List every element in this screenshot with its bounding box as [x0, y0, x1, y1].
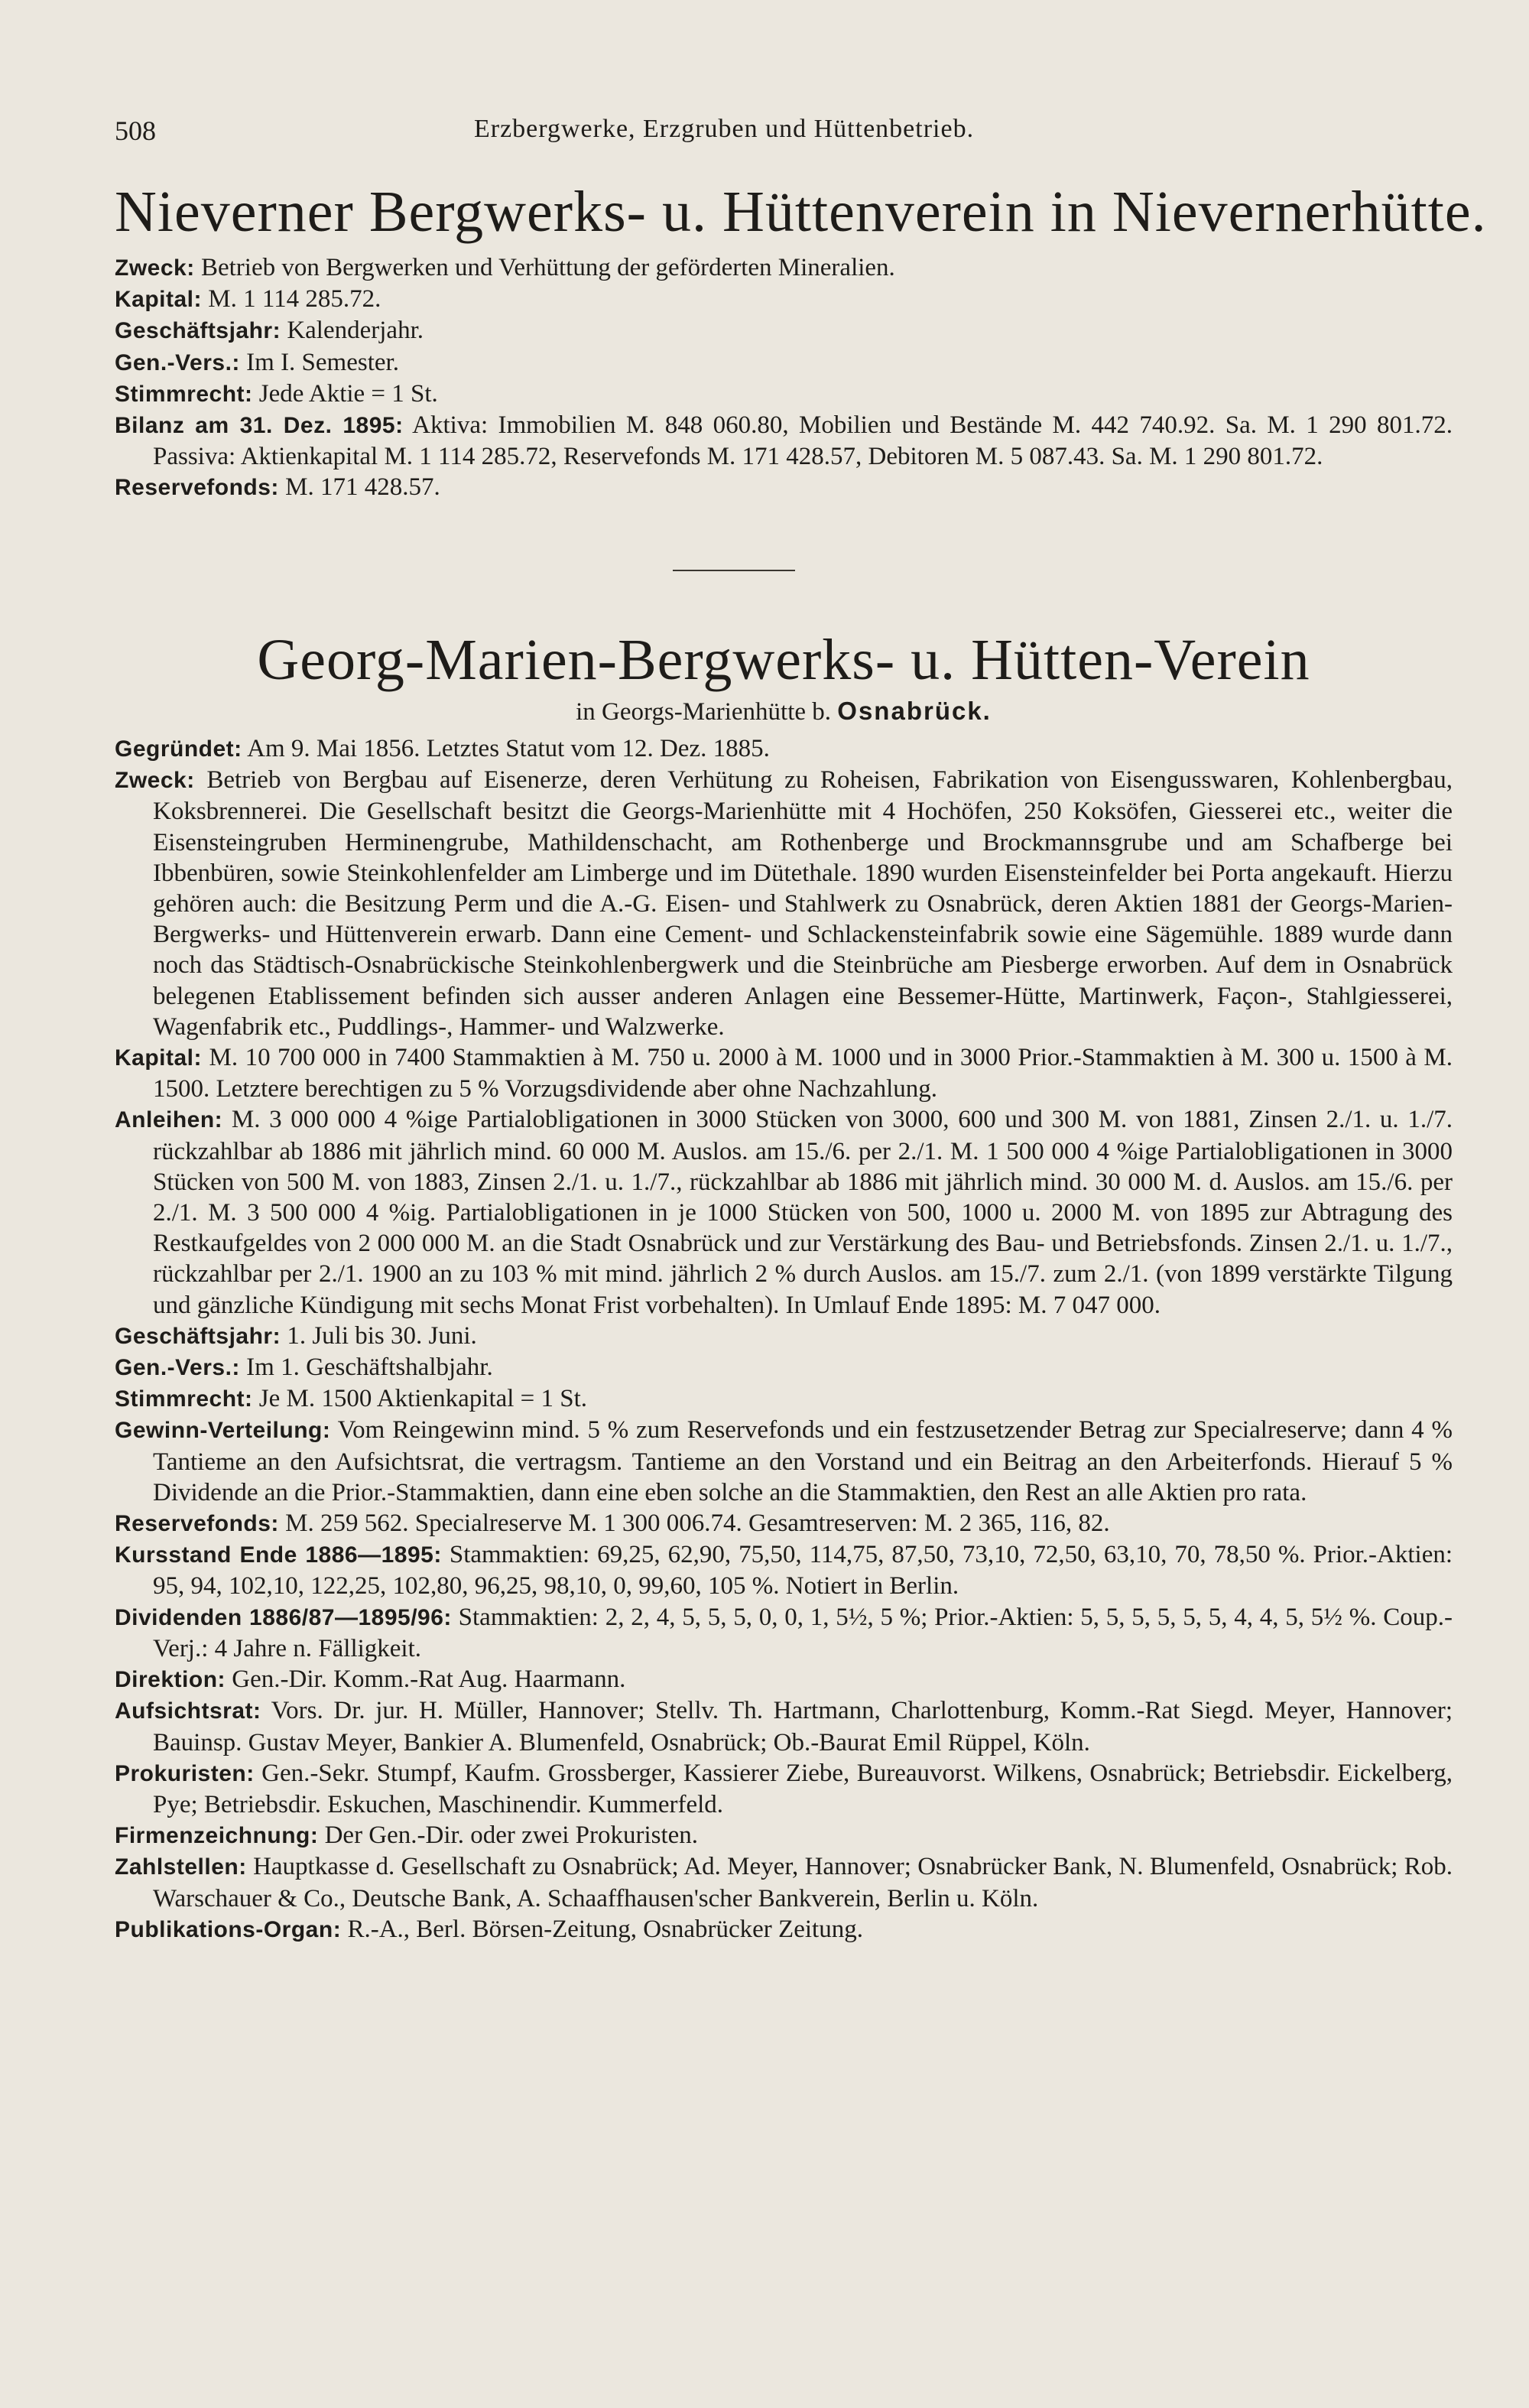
entry-label: Zweck: — [115, 768, 195, 794]
entry-label: Zahlstellen: — [115, 1854, 247, 1880]
entry-kursstand — [115, 1539, 1453, 1601]
company-subtitle — [115, 694, 1453, 729]
entry-label: Prokuristen: — [115, 1760, 255, 1786]
entry-geschaeftsjahr — [115, 1321, 1453, 1352]
entry-text: Je M. 1500 Aktienkapital = 1 St. — [258, 1385, 588, 1413]
entry-list — [115, 733, 1453, 1945]
entry-text: Im I. Semester. — [246, 348, 399, 376]
entry-direktion — [115, 1664, 1453, 1695]
entry-label: Gen.-Vers.: — [115, 1355, 240, 1381]
entry-text: R.-A., Berl. Börsen-Zeitung, Osnabrücker Zeitung. — [347, 1915, 863, 1943]
entry-kapital — [115, 1042, 1453, 1104]
entry-text: 1. Juli bis 30. Juni. — [287, 1321, 477, 1350]
entry-text: M. 171 428.57. — [285, 473, 440, 502]
entry-label: Aufsichtsrat: — [115, 1698, 261, 1724]
entry-text: Betrieb von Bergbau auf Eisenerze, deren Verhütung zu Roheisen, Fabrikation von Eisengusswaren, Kohlenbergbau, Koksbrennerei. Die Gesellschaft besitzt die Georgs-Marienhütte mit 4 Hochöfen, 250 Koksöfen, Giesserei etc., weiter die Eisensteingruben Herminengrube, Mathildenschacht, am Rothenberge und Brockmannsgrube und am Schafberge bei Ibbenbüren, sowie Steinkohlenfelder am Limberge und im Dütethale. 1890 wurden Eisensteinfelder bei Porta angekauft. Hierzu gehören auch: die Besitzung Perm und die A.-G. Eisen- und Stahlwerk zu Osnabrück, deren Aktien 1881 der Georgs-Marien-Bergwerks- und Hüttenverein erwarb. Dann eine Cement- und Schlackensteinfabrik sowie eine Sägemühle. 1889 wurde dann noch das Städtisch-Osnabrückische Steinkohlenbergwerk und die Steinbrüche am Piesberge erworben. Auf dem in Osnabrück belegenen Etablissement befinden sich ausser anderen Anlagen eine Bessemer-Hütte, Martinwerk, Façon-, Stahlgiesserei, Wagenfabrik etc., Puddlings-, Hammer- und Walzwerke. — [153, 766, 1453, 1041]
entry-firmenzeichnung — [115, 1820, 1453, 1851]
entry-zweck — [115, 765, 1453, 1042]
entry-text: Vors. Dr. jur. H. Müller, Hannover; Stellv. Th. Hartmann, Charlottenburg, Komm.-Rat Siegd. Meyer, Hannover; Bauinsp. Gustav Meyer, Bankier A. Blumenfeld, Osnabrück; Ob.-Baurat Emil Rüppel, Köln. — [153, 1697, 1453, 1756]
entry-geschaeftsjahr — [115, 315, 1453, 346]
entry-label: Dividenden 1886/87—1895/96: — [115, 1604, 452, 1630]
entry-zahlstellen — [115, 1851, 1453, 1913]
entry-text: Kalenderjahr. — [287, 317, 424, 345]
entry-text: Betrieb von Bergwerken und Verhüttung der geförderten Mineralien. — [200, 254, 895, 281]
page-number: 508 — [115, 115, 156, 146]
entry-text: M. 3 000 000 4 %ige Partialobligationen in 3000 Stücken von 3000, 600 und 300 M. von 1881, Zinsen 2./1. u. 1./7. rückzahlbar ab 1886 mit jährlich mind. 60 000 M. Auslos. am 15./6. per 2./1. M. 1 500 000 4 %ige Partialobligationen in 3000 Stücken von 500 M. von 1883, Zinsen 2./1. u. 1./7., rückzahlbar ab 1886 mit jährlich mind. 30 000 M. d. Auslos. am 15./6. per 2./1. M. 3 500 000 4 %ig. Partialobligationen in je 1000 Stücken von 500, 1000 u. 2000 M. von 1895 zur Abtragung des Restkaufgeldes von 2 000 000 M. an die Stadt Osnabrück und zur Verstärkung des Bau- und Betriebsfonds. Zinsen 2./1. u. 1./7., rückzahlbar per 2./1. 1900 an zu 103 % mit mind. jährlich 2 % durch Auslos. am 15./7. zum 2./1. (von 1899 verstärkte Tilgung und gänzliche Kündigung mit sechs Monat Frist vorbehalten). In Umlauf Ende 1895: M. 7 047 000. — [153, 1106, 1453, 1319]
running-head — [115, 115, 1231, 153]
entry-list — [115, 252, 1453, 504]
entry-anleihen — [115, 1104, 1453, 1320]
entry-zweck — [115, 252, 1453, 284]
company-section-georg-marien — [115, 626, 1453, 1945]
entry-label: Geschäftsjahr: — [115, 1323, 281, 1349]
entry-prokuristen — [115, 1758, 1453, 1820]
entry-publikations-organ — [115, 1914, 1453, 1945]
entry-label: Firmenzeichnung: — [115, 1823, 319, 1849]
entry-text: Stammaktien: 69,25, 62,90, 75,50, 114,75, 87,50, 73,10, 72,50, 63,10, 70, 78,50 %. Prior.-Aktien: 95, 94, 102,10, 122,25, 102,80, 96,25, 98,10, 0, 99,60, 105 %. Notiert in Berlin. — [153, 1541, 1453, 1600]
entry-stimmrecht — [115, 379, 1453, 410]
entry-label: Geschäftsjahr: — [115, 318, 281, 344]
company-section-nieverner — [115, 177, 1487, 504]
entry-kapital — [115, 284, 1453, 315]
company-title: Georg-Marien-Bergwerks- u. Hütten-Verein — [257, 628, 1310, 692]
entry-text: Gen.-Sekr. Stumpf, Kaufm. Grossberger, Kassierer Ziebe, Bureauvorst. Wilkens, Osnabrück; Betriebsdir. Eickelberg, Pye; Betriebsdir. Eskuchen, Maschinendir. Kummerfeld. — [153, 1759, 1453, 1818]
entry-text: Jede Aktie = 1 St. — [258, 379, 438, 408]
entry-text: M. 1 114 285.72. — [208, 285, 381, 314]
entry-text: Hauptkasse d. Gesellschaft zu Osnabrück; Ad. Meyer, Hannover; Osnabrücker Bank, N. Blumenfeld, Osnabrück; Rob. Warschauer & Co., Deutsche Bank, A. Schaaffhausen'scher Bankverein, Berlin u. Köln. — [153, 1853, 1453, 1912]
entry-text: Gen.-Dir. Komm.-Rat Aug. Haarmann. — [232, 1665, 626, 1694]
entry-label: Direktion: — [115, 1667, 226, 1693]
entry-text: Im 1. Geschäftshalbjahr. — [246, 1353, 493, 1382]
entry-text: Am 9. Mai 1856. Letztes Statut vom 12. Dez. 1885. — [247, 735, 770, 762]
entry-gen-vers — [115, 347, 1453, 379]
entry-label: Kapital: — [115, 1045, 203, 1071]
entry-text: Stammaktien: 2, 2, 4, 5, 5, 5, 0, 0, 1, 5½, 5 %; Prior.-Aktien: 5, 5, 5, 5, 5, 5, 4, 4, 5, 5½ %. Coup.-Verj.: 4 Jahre n. Fälligkeit. — [153, 1603, 1453, 1662]
entry-label: Anleihen: — [115, 1107, 223, 1133]
entry-label: Gen.-Vers.: — [115, 349, 240, 375]
company-title: Nieverner Bergwerks- u. Hüttenverein in Nievernerhütte. — [115, 180, 1487, 244]
entry-text: Vom Reingewinn mind. 5 % zum Reservefonds und ein festzusetzender Betrag zur Specialreserve; dann 4 % Tantieme an den Aufsichtsrat, die vertragsm. Tantieme an den Vorstand und ein Beitrag an den Arbeiterfonds. Hierauf 5 % Dividende an die Prior.-Stammaktien, dann eine eben solche an die Stammaktien, den Rest an alle Aktien pro rata. — [153, 1416, 1453, 1506]
entry-text: Aktiva: Immobilien M. 848 060.80, Mobilien und Bestände M. 442 740.92. Sa. M. 1 290 801.72. Passiva: Aktienkapital M. 1 114 285.72, Reservefonds M. 171 428.57, Debitoren M. 5 087.43. Sa. M. 1 290 801.72. — [153, 411, 1453, 471]
entry-aufsichtsrat — [115, 1695, 1453, 1757]
entry-stimmrecht — [115, 1383, 1453, 1415]
entry-label: Gegründet: — [115, 736, 242, 762]
entry-text: M. 10 700 000 in 7400 Stammaktien à M. 750 u. 2000 à M. 1000 und in 3000 Prior.-Stammaktien à M. 300 u. 1500 à M. 1500. Letztere berechtigen zu 5 % Vorzugsdividende aber ohne Nachzahlung. — [153, 1044, 1453, 1103]
entry-reservefonds — [115, 1508, 1453, 1539]
entry-label: Publikations-Organ: — [115, 1916, 342, 1942]
entry-label: Stimmrecht: — [115, 381, 253, 407]
entry-label: Bilanz am 31. Dez. 1895: — [115, 413, 404, 439]
entry-label: Stimmrecht: — [115, 1386, 253, 1412]
entry-dividenden — [115, 1602, 1453, 1664]
entry-text: M. 259 562. Specialreserve M. 1 300 006.74. Gesamtreserven: M. 2 365, 116, 82. — [285, 1509, 1110, 1538]
subtitle-location: in Georgs-Marienhütte b. — [576, 698, 832, 726]
entry-label: Gewinn-Verteilung: — [115, 1418, 331, 1444]
running-title: Erzbergwerke, Erzgruben und Hüttenbetrieb. — [474, 115, 975, 143]
section-divider — [673, 570, 795, 571]
entry-text: Der Gen.-Dir. oder zwei Prokuristen. — [324, 1821, 699, 1850]
entry-label: Kursstand Ende 1886—1895: — [115, 1542, 442, 1568]
entry-bilanz — [115, 410, 1453, 472]
entry-label: Zweck: — [115, 255, 195, 281]
entry-reservefonds — [115, 472, 1453, 503]
subtitle-city: Osnabrück. — [837, 697, 992, 725]
entry-gen-vers — [115, 1352, 1453, 1383]
entry-gewinn-verteilung — [115, 1415, 1453, 1508]
entry-label: Reservefonds: — [115, 475, 279, 501]
entry-label: Kapital: — [115, 287, 203, 313]
entry-label: Reservefonds: — [115, 1511, 279, 1537]
entry-gegruendet — [115, 733, 1453, 765]
